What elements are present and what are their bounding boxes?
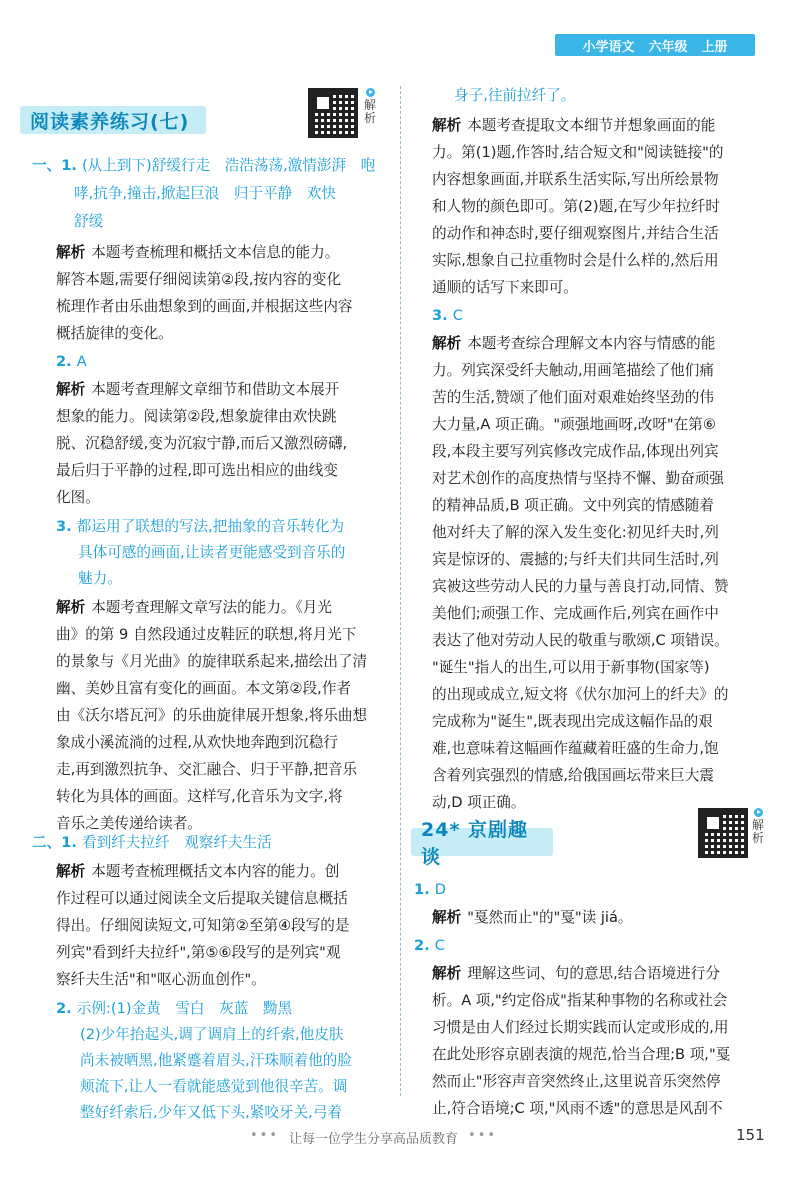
line-text: 得出。仔细阅读短文,可知第②至第④段写的是 (56, 917, 350, 934)
text-line (56, 970, 266, 990)
line-text: 曲》的第 9 自然段通过皮鞋匠的联想,将月光下 (56, 626, 357, 643)
text-line (56, 760, 357, 780)
text-line (56, 889, 348, 909)
text-line (454, 86, 575, 106)
text-line (432, 197, 720, 217)
text-line (432, 631, 729, 651)
line-text: 习惯是由人们经过长期实践而认定或形成的,用 (432, 1019, 729, 1036)
text-line (80, 1025, 343, 1045)
play-icon (754, 808, 763, 817)
text-line (432, 469, 724, 489)
question-number: 2. (56, 1000, 77, 1017)
text-line (432, 143, 723, 163)
line-text: 含着列宾强烈的情感,给俄国画坛带来巨大震 (432, 767, 714, 784)
text-line (56, 352, 87, 372)
text-line (56, 916, 350, 936)
text-line (56, 943, 340, 963)
text-line (80, 1051, 352, 1071)
line-text: 内容想象画面,并联系生活实际,写出所绘景物 (432, 171, 719, 188)
footer-dots-right: ••• (468, 1128, 498, 1143)
text-line (432, 739, 719, 759)
line-text: 幽、美妙且富有变化的画面。本文第②段,作者 (56, 680, 352, 697)
footer-slogan: 让每一位学生分享高品质教育 (289, 1132, 459, 1147)
text-line (414, 936, 445, 956)
line-text: 的动作和神态时,要仔细观察图片,并结合生活 (432, 225, 719, 242)
line-text: C (434, 937, 445, 954)
line-text: 力。第(1)题,作答时,结合短文和"阅读链接"的 (432, 144, 724, 161)
line-text: 化图。 (56, 489, 100, 506)
line-text: 转化为具体的画面。这样写,化音乐为文字,将 (56, 788, 343, 805)
play-icon (366, 88, 375, 97)
text-line (56, 679, 351, 699)
line-text: 析。A 项,"约定俗成"指某种事物的名称或社会 (432, 992, 728, 1009)
line-text: 音乐之美传递给读者。 (56, 815, 202, 832)
text-line (432, 793, 526, 813)
line-text: C (452, 307, 463, 324)
text-line (432, 496, 714, 516)
text-line (56, 733, 338, 753)
text-line (56, 461, 338, 481)
line-text: 本题考查提取文本细节并想象画面的能 (467, 117, 716, 134)
text-line (432, 224, 719, 244)
text-line (432, 306, 463, 326)
analysis-tag: 解析 (432, 909, 462, 926)
line-text: 的景象与《月光曲》的旋律联系起来,描绘出了清 (56, 653, 368, 670)
text-line (432, 334, 715, 354)
text-line (432, 658, 710, 678)
line-text: 概括旋律的变化。 (56, 325, 173, 342)
line-text: D (434, 881, 447, 898)
text-line (74, 212, 103, 232)
analysis-tag: 解析 (432, 117, 462, 134)
page-number: 151 (736, 1126, 765, 1144)
line-text: 本题考查理解文章写法的能力。《月光 (91, 599, 332, 616)
line-text: "诞生"指人的出生,可以用于新事物(国家等) (432, 659, 710, 676)
scan-label: 解析 (364, 98, 377, 125)
line-text: 梳理作者由乐曲想象到的画面,并根据这些内容 (56, 298, 353, 315)
text-line (32, 156, 375, 176)
section-title-lesson-24: 24* 京剧趣谈 (411, 828, 553, 856)
line-text: 最后归于平静的过程,即可选出相应的曲线变 (56, 462, 338, 479)
text-line (432, 251, 719, 271)
text-line (56, 598, 332, 618)
line-text: 本题考查梳理概括文本内容的能力。创 (91, 863, 340, 880)
line-text: "戛然而止"的"戛"读 jiá。 (467, 909, 633, 926)
question-number: 二、1. (32, 834, 82, 851)
line-text: 力。列宾深受纤夫触动,用画笔描绘了他们痛 (432, 362, 714, 379)
text-line (56, 814, 202, 834)
line-text: 宾被这些劳动人民的力量与善良打动,同情、赞 (432, 578, 729, 595)
line-text: 脱、沉稳舒缓,变为沉寂宁静,而后又激烈磅礴, (56, 435, 348, 452)
line-text: 在此处形容京剧表演的规范,恰当合理;B 项,"戛 (432, 1046, 731, 1063)
section-title-reading-practice: 阅读素养练习(七) (20, 106, 206, 134)
line-text: 本题考查梳理和概括文本信息的能力。 (91, 244, 340, 261)
text-line (56, 488, 100, 508)
text-line (432, 550, 719, 570)
question-number: 1. (414, 881, 435, 898)
line-text: (从上到下)舒缓行走 浩浩荡荡,激情澎湃 咆 (81, 157, 376, 174)
header-grade: 六年级 (648, 39, 688, 55)
question-number: 一、1. (32, 157, 82, 174)
text-line (56, 434, 347, 454)
text-line (432, 116, 715, 136)
text-line (432, 278, 578, 298)
line-text: 解答本题,需要仔细阅读第②段,按内容的变化 (56, 271, 342, 288)
line-text: 身子,往前拉纤了。 (454, 87, 576, 104)
text-line (414, 880, 446, 900)
text-line (432, 712, 713, 732)
line-text: 整好纤索后,少年又低下头,紧咬牙关,弓着 (80, 1104, 343, 1121)
line-text: 魅力。 (78, 570, 122, 587)
line-text: 颊流下,让人一看就能感觉到他很辛苦。调 (80, 1078, 348, 1095)
line-text: 表达了他对劳动人民的敬重与歌颂,C 项错误。 (432, 632, 729, 649)
text-line (56, 407, 336, 427)
analysis-tag: 解析 (56, 381, 86, 398)
text-line (80, 1103, 342, 1123)
question-number: 2. (56, 353, 77, 370)
line-text: 止,符合语境;C 项,"风雨不透"的意思是风刮不 (432, 1100, 723, 1117)
scan-analysis-link[interactable] (364, 88, 376, 125)
text-line (56, 380, 339, 400)
line-text: 具体可感的画面,让读者更能感受到音乐的 (78, 544, 346, 561)
question-number: 3. (56, 518, 77, 535)
line-text: 的精神品质,B 项正确。文中列宾的情感随着 (432, 497, 714, 514)
text-line (56, 625, 357, 645)
text-line (78, 543, 345, 563)
line-text: 和人物的颜色即可。第(2)题,在写少年拉纤时 (432, 198, 721, 215)
line-text: 哮,抗争,撞击,掀起巨浪 归于平静 欢快 (74, 185, 337, 202)
line-text: 难,也意味着这幅画作蕴藏着旺盛的生命力,饱 (432, 740, 719, 757)
line-text: 动,D 项正确。 (432, 794, 526, 811)
text-line (56, 706, 367, 726)
line-text: 本题考查综合理解文本内容与情感的能 (467, 335, 716, 352)
text-line (432, 170, 719, 190)
line-text: 段,本段主要写列宾修改完成作品,体现出列宾 (432, 443, 719, 460)
footer-dots-left: ••• (250, 1128, 280, 1143)
question-number: 2. (414, 937, 435, 954)
line-text: 作过程可以通过阅读全文后提取关键信息概括 (56, 890, 348, 907)
text-line (432, 577, 729, 597)
text-line (56, 243, 339, 263)
line-text: 通顺的话写下来即可。 (432, 279, 578, 296)
text-line (56, 517, 344, 537)
line-text: 宾是惊讶的、震撼的;与纤夫们共同生活时,列 (432, 551, 719, 568)
text-line (432, 415, 716, 435)
text-line (432, 964, 720, 984)
qr-code-icon[interactable] (698, 808, 748, 858)
line-text: 列宾"看到纤夫拉纤",第⑤⑥段写的是列宾"观 (56, 944, 341, 961)
line-text: 示例:(1)金黄 雪白 灰蓝 黝黑 (76, 1000, 293, 1017)
line-text: 想象的能力。阅读第②段,想象旋律由欢快跳 (56, 408, 337, 425)
text-line (432, 908, 633, 928)
line-text: 由《沃尔塔瓦河》的乐曲旋律展开想象,将乐曲想 (56, 707, 368, 724)
text-line (432, 1072, 721, 1092)
text-line (432, 604, 719, 624)
scan-label: 解析 (752, 818, 765, 845)
text-line (432, 685, 729, 705)
line-text: 对艺术创作的高度热情与坚持不懈、勤奋顽强 (432, 470, 724, 487)
analysis-tag: 解析 (432, 335, 462, 352)
analysis-tag: 解析 (56, 244, 86, 261)
text-line (56, 862, 339, 882)
analysis-tag: 解析 (56, 599, 86, 616)
line-text: 舒缓 (74, 213, 104, 230)
text-line (32, 833, 272, 853)
text-line (432, 1018, 729, 1038)
text-line (432, 523, 719, 543)
qr-code-icon[interactable] (308, 88, 358, 138)
header-volume: 上册 (701, 39, 728, 55)
text-line (56, 324, 173, 344)
text-line (432, 1099, 723, 1119)
text-line (78, 569, 122, 589)
text-line (432, 388, 714, 408)
line-text: 本题考查理解文章细节和借助文本展开 (91, 381, 340, 398)
line-text: 看到纤夫拉纤 观察纤夫生活 (81, 834, 272, 851)
line-text: (2)少年抬起头,调了调肩上的纤索,他皮肤 (80, 1026, 344, 1043)
line-text: 苦的生活,赞颂了他们面对艰难始终坚劲的伟 (432, 389, 714, 406)
text-line (56, 787, 343, 807)
line-text: 都运用了联想的写法,把抽象的音乐转化为 (76, 518, 345, 535)
header-subject: 小学语文 (582, 39, 635, 55)
line-text: 完成称为"诞生",既表现出完成这幅作品的艰 (432, 713, 713, 730)
line-text: 他对纤夫了解的深入发生变化:初见纤夫时,列 (432, 524, 719, 541)
text-line (56, 270, 341, 290)
text-line (80, 1077, 347, 1097)
scan-analysis-link[interactable] (752, 808, 764, 845)
text-line (56, 652, 367, 672)
line-text: 象成小溪流淌的过程,从欢快地奔跑到沉稳行 (56, 734, 338, 751)
text-line (432, 766, 714, 786)
line-text: 走,再到激烈抗争、交汇融合、归于平静,把音乐 (56, 761, 358, 778)
line-text: 美他们;顽强工作、完成画作后,列宾在画作中 (432, 605, 719, 622)
footer (250, 1128, 497, 1147)
text-line (74, 184, 336, 204)
text-line (56, 297, 353, 317)
book-header-bar (555, 34, 755, 56)
line-text: A (76, 353, 87, 370)
line-text: 然而止"形容声音突然终止,这里说音乐突然停 (432, 1073, 721, 1090)
line-text: 尚未被晒黑,他紧蹙着眉头,汗珠顺着他的脸 (80, 1052, 352, 1069)
line-text: 实际,想象自己拉重物时会是什么样的,然后用 (432, 252, 719, 269)
analysis-tag: 解析 (432, 965, 462, 982)
text-line (432, 991, 727, 1011)
line-text: 大力量,A 项正确。"顽强地画呀,改呀"在第⑥ (432, 416, 716, 433)
line-text: 理解这些词、句的意思,结合语境进行分 (467, 965, 720, 982)
column-divider (400, 86, 401, 1096)
text-line (432, 1045, 730, 1065)
analysis-tag: 解析 (56, 863, 86, 880)
text-line (56, 999, 292, 1019)
question-number: 3. (432, 307, 453, 324)
line-text: 察纤夫生活"和"呕心沥血创作"。 (56, 971, 266, 988)
line-text: 的出现或成立,短文将《伏尔加河上的纤夫》的 (432, 686, 729, 703)
text-line (432, 442, 719, 462)
text-line (432, 361, 714, 381)
